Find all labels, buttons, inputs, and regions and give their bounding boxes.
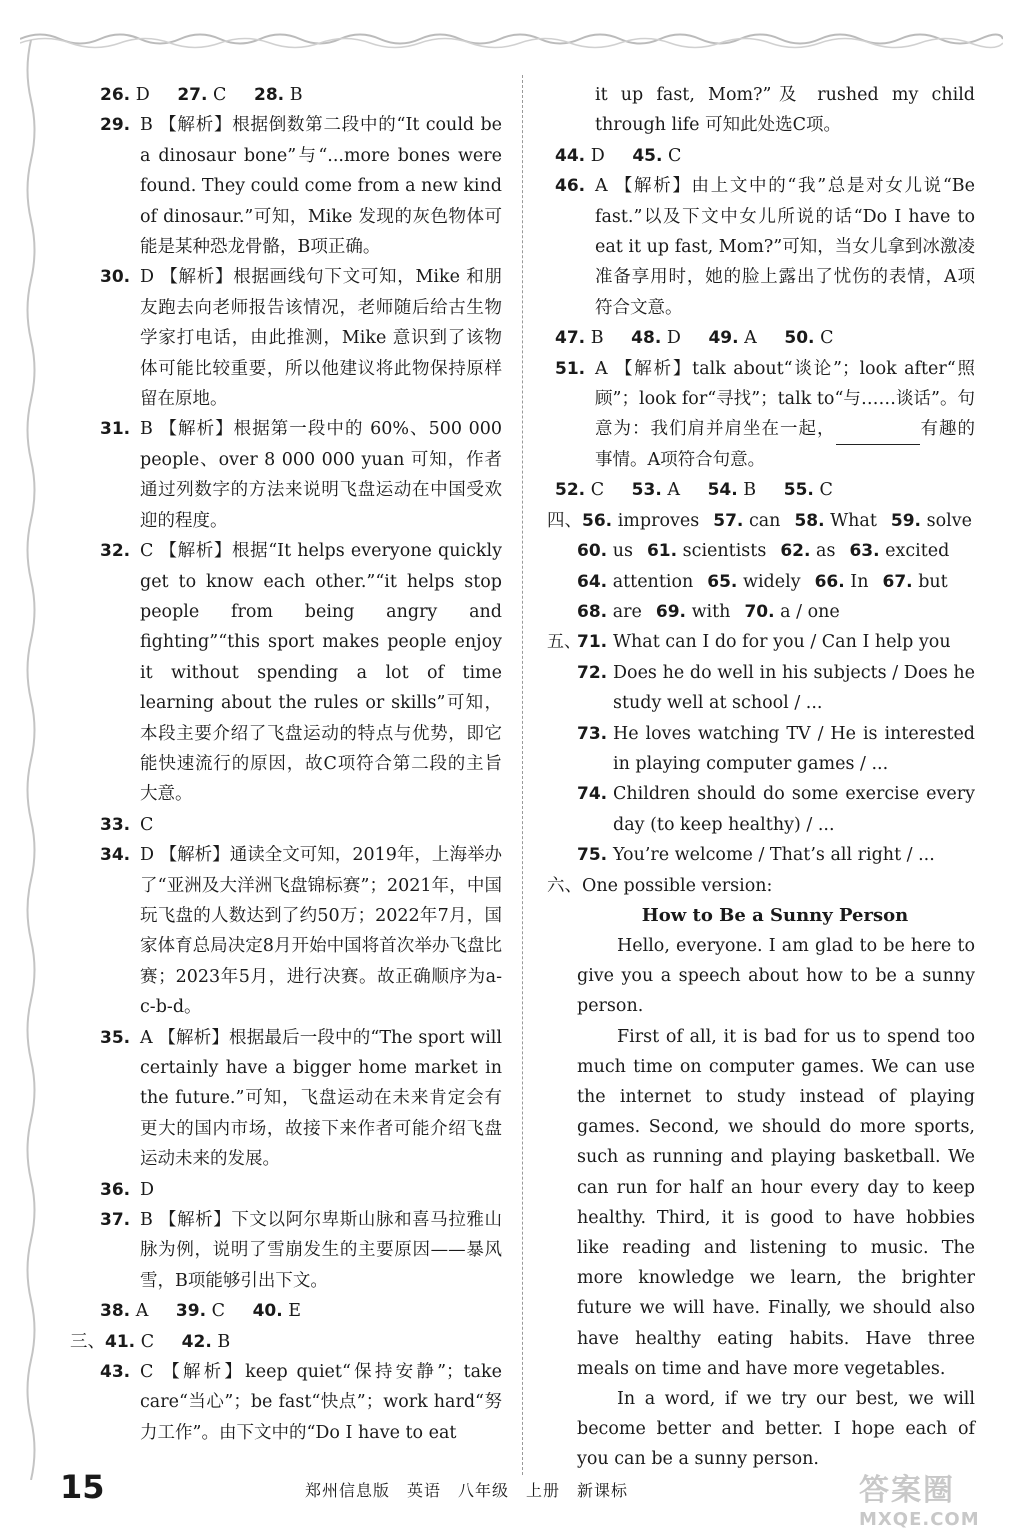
answer-item: 64. attention [577,571,694,592]
answer-entry: 46. A 【解析】由上文中的“我”总是对女儿说“Be fast.”以及下文中女儿所说的话“Do I have to eat it up fast, Mom?”可知，当女儿拿到冰激凌准备享用时，她的脸上露出了忧伤的表情，A项符合文意。 [555,176,975,318]
decorative-border-left [22,40,40,1480]
answer-item: 50. C [784,328,834,349]
answer-entry: 73. He loves watching TV / He is interested in playing computer games / ... [577,723,975,774]
answer-item: 52. C [555,480,605,501]
answer-entry: 72. Does he do well in his subjects / Does he study well at school / ... [577,662,975,714]
left-column [70,80,502,1448]
answer-item: 57. can [713,510,781,531]
answer-item: 45. C [632,145,682,166]
section-4-row [547,506,975,536]
answer-entry: 34. D 【解析】通读全文可知，2019年，上海举办了“亚洲及大洋洲飞盘锦标赛”；2021年，中国玩飞盘的人数达到了约50万；2022年7月，国家体育总局决定8月开始中国将首次举办飞盘比赛；2023年5月，进行决赛。故正确顺序为a-c-b-d。 [100,845,502,1018]
answer-item: 48. D [631,328,681,349]
answer-item: 40. E [252,1301,302,1322]
answer-entry: 31. B 【解析】根据第一段中的 60%、500 000 people、over 8 000 000 yuan 可知，作者通过列数字的方法来说明飞盘运动在中国受欢迎的程度。 [100,419,502,531]
section-3-row [70,1327,502,1357]
book-info: 郑州信息版 英语 八年级 上册 新课标 [305,1481,629,1500]
section-6-row [547,871,975,901]
answer-entry: 35. A 【解析】根据最后一段中的“The sport will certainly have a bigger home market in the future.”可知，飞盘运动在未来肯定会有更大的国内市场，故接下来作者可能介绍飞盘运动未来的发展。 [100,1027,502,1170]
essay-paragraph: In a word, if we try our best, we will become better and better. I hope each of you can be a sunny person. [577,1389,975,1470]
answer-row [555,567,975,597]
column-divider [522,75,523,1475]
answer-item: 55. C [783,480,833,501]
answer-item: 62. as [780,541,836,562]
essay-paragraph: First of all, it is bad for us to spend too much time on computer games. We can use the internet to study instead of playing games. Second, we should do more sports, such as running and playing basketball. We can run for half an hour every day to keep healthy. Third, it is good to have hobbies like reading and listening to music. The more knowledge we learn, the brighter future we will have. Finally, we should also have healthy eating habits. Have three meals on time and have more vegetables. [577,1026,975,1379]
answer-item: 67. but [882,571,948,592]
watermark-text: 答案圈 [859,1473,955,1508]
answer-row [555,597,975,627]
answer-row [555,475,975,505]
watermark-url: MXQE.COM [859,1509,980,1530]
answer-item: 49. A [708,328,757,349]
answer-item: 41. C [105,1331,155,1352]
answer-entry-continued: it up fast, Mom?”及 rushed my child through life 可知此处选C项。 [595,85,975,136]
section-label: 四、 [547,510,582,531]
answer-item: 63. excited [849,541,950,562]
answer-entry: 29. B 【解析】根据倒数第二段中的“It could be a dinosaur bone”与“...more bones were found. They could come from a new kind of dinosaur.”可知，Mike 发现的灰色物体可能是某种恐龙骨骼，B项正确。 [100,115,502,258]
essay-paragraph: Hello, everyone. I am glad to be here to give you a speech about how to be a sunny person. [577,935,975,1017]
section-label: 三、 [70,1331,105,1352]
answer-item: 61. scientists [646,541,767,562]
answer-item: 27. C [177,85,227,105]
answer-item: 59. solve [890,510,972,531]
answer-item: 58. What [794,510,877,531]
blank-line [836,424,920,445]
answer-entry: 36. D [100,1179,155,1200]
answer-entry: 五、 71. What can I do for you / Can I help you [547,632,951,653]
section-label: 六、 [547,875,582,896]
answer-entry: 43. C 【解析】keep quiet“保持安静”；take care“当心”；be fast“快点”；work hard“努力工作”。由下文中的“Do I have to eat [100,1362,502,1443]
answer-row [555,323,975,353]
watermark-logo [859,1465,1009,1530]
page-footer [60,1468,960,1508]
decorative-border-top [20,28,1003,50]
answer-row [555,536,975,566]
answer-entry: 37. B 【解析】下文以阿尔卑斯山脉和喜马拉雅山脉为例，说明了雪崩发生的主要原因——暴风雪，B项能够引出下文。 [100,1210,502,1291]
essay-title: How to Be a Sunny Person [641,904,909,926]
answer-item: 38. A [100,1301,149,1322]
answer-entry: 51. A 【解析】talk about“谈论”；look after“照顾”；look for“寻找”；talk to“与……谈话”。句意为：我们肩并肩坐在一起， 有趣的事情。A项符合句意。 [555,358,975,470]
answer-item: 28. B [253,85,303,105]
answer-item: 42. B [181,1331,231,1352]
answer-row [100,1296,502,1326]
answer-item: 44. D [555,145,605,166]
answer-item: 70. a / one [744,601,840,622]
answer-entry: 75. You’re welcome / That’s all right / ... [577,845,935,866]
answer-item: 56. improves [582,510,700,531]
answer-entry: 30. D 【解析】根据画线句下文可知，Mike 和朋友跑去向老师报告该情况，老师随后给古生物学家打电话，由此推测，Mike 意识到了该物体可能比较重要，所以他建议将此物保持原样留在原地。 [100,267,502,410]
answer-item: 60. us [577,541,633,562]
possible-version-label: One possible version: [582,875,773,896]
answer-entry: 32. C 【解析】根据“It helps everyone quickly get to know each other.”“it helps stop people from being angry and fighting”“this sport makes people enjoy it without spending a lot of time learning about the rules or skills”可知，本段主要介绍了飞盘运动的特点与优势，即它能快速流行的原因，故C项符合第二段的主旨大意。 [100,541,502,805]
answer-item: 53. A [631,480,681,501]
answer-item: 66. In [814,571,869,592]
answer-row [100,80,502,110]
answer-item: 26. D [100,85,150,105]
answer-item: 68. are [577,601,642,622]
answer-item: 39. C [175,1301,226,1322]
answer-entry: 33. C [100,814,154,835]
answer-item: 54. B [707,480,757,501]
answer-row [555,141,975,171]
answer-item: 69. with [655,601,731,622]
right-column [547,80,975,1475]
answer-entry: 74. Children should do some exercise every day (to keep healthy) / ... [577,784,975,835]
answer-item: 47. B [555,328,604,349]
page-number: 15 [60,1468,105,1506]
answer-item: 65. widely [707,571,801,592]
